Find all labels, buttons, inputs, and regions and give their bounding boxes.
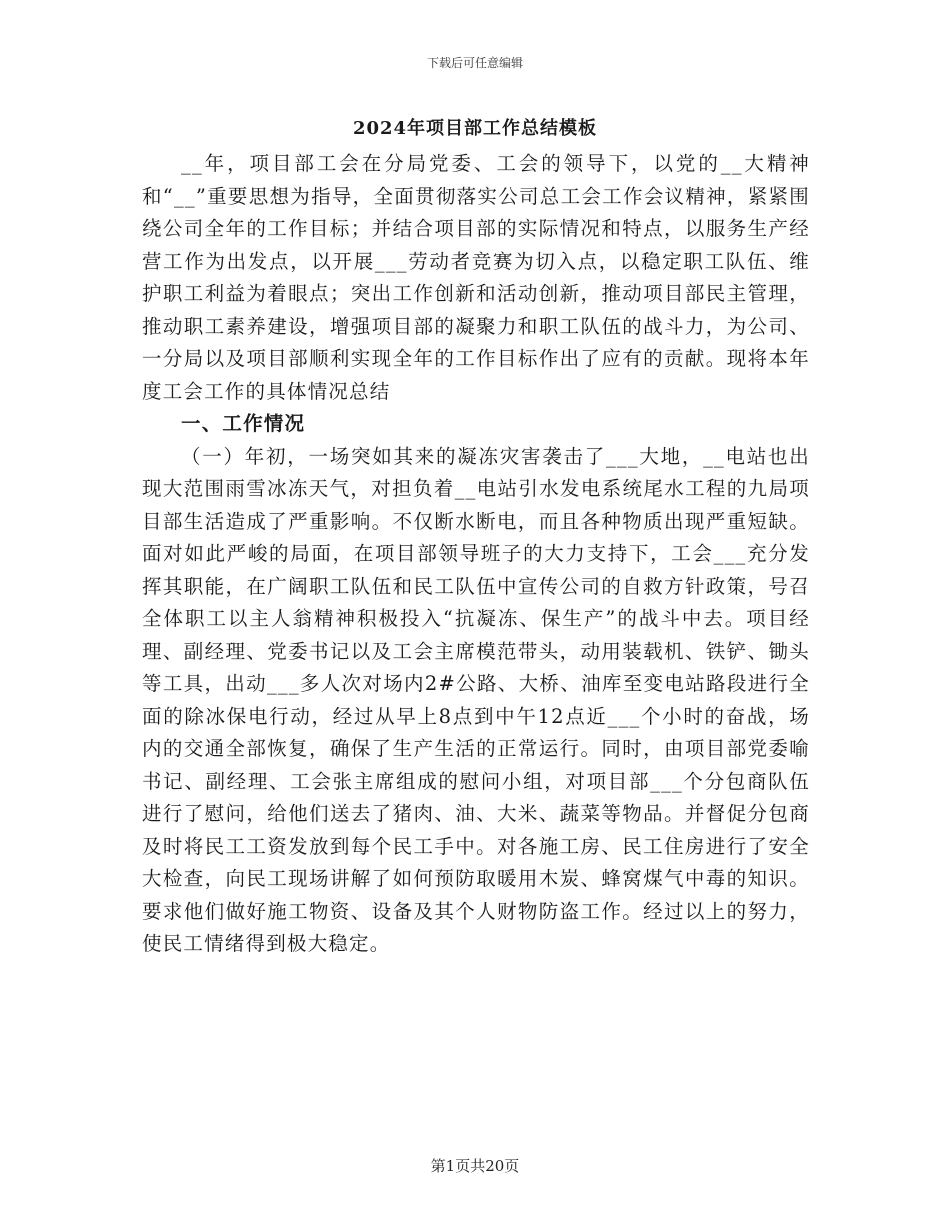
document-title: 2024年项目部工作总结模板 — [352, 118, 598, 139]
header-note: 下载后可任意编辑 — [426, 56, 523, 70]
intro-paragraph: __年，项目部工会在分局党委、工会的领导下，以党的__大精神和“__”重要思想为指导，全面贯彻落实公司总工会工作会议精神，紧紧围绕公司全年的工作目标；并结合项目部的实际情况和特点，以服务生产经营工作为出发点，以开展___劳动者竞赛为切入点，以稳定职工队伍、维护职工利益为着眼点；突出工作创新和活动创新，推动项目部民主管理，推动职工素养建设，增强项目部的凝聚力和职工队伍的战斗力，为公司、一分局以及项目部顺利实现全年的工作目标作出了应有的贡献。现将本年度工会工作的具体情况总结 — [142, 152, 810, 403]
document-body — [142, 148, 810, 961]
section-paragraph: （一）年初，一场突如其来的凝冻灾害袭击了___大地，__电站也出现大范围雨雪冰冻天气，对担负着__电站引水发电系统尾水工程的九局项目部生活造成了严重影响。不仅断水断电，而且各种物质出现严重短缺。面对如此严峻的局面，在项目部领导班子的大力支持下，工会___充分发挥其职能，在广阔职工队伍和民工队伍中宣传公司的自救方针政策，号召全体职工以主人翁精神积极投入“抗凝冻、保生产”的战斗中去。项目经理、副经理、党委书记以及工会主席模范带头，动用装载机、铁铲、锄头等工具，出动___多人次对场内2#公路、大桥、油库至变电站路段进行全面的除冰保电行动，经过从早上8点到中午12点近___个小时的奋战，场内的交通全部恢复，确保了生产生活的正常运行。同时，由项目部党委喻书记、副经理、工会张主席组成的慰问小组，对项目部___个分包商队伍进行了慰问，给他们送去了猪肉、油、大米、蔬菜等物品。并督促分包商及时将民工工资发放到每个民工手中。对各施工房、民工住房进行了安全大检查，向民工现场讲解了如何预防取暖用木炭、蜂窝煤气中毒的知识。要求他们做好施工物资、设备及其个人财物防盗工作。经过以上的努力，使民工情绪得到极大稳定。 — [142, 444, 810, 955]
section-heading: 一、工作情况 — [181, 412, 306, 435]
page-footer: 第1页共20页 — [430, 1157, 520, 1175]
